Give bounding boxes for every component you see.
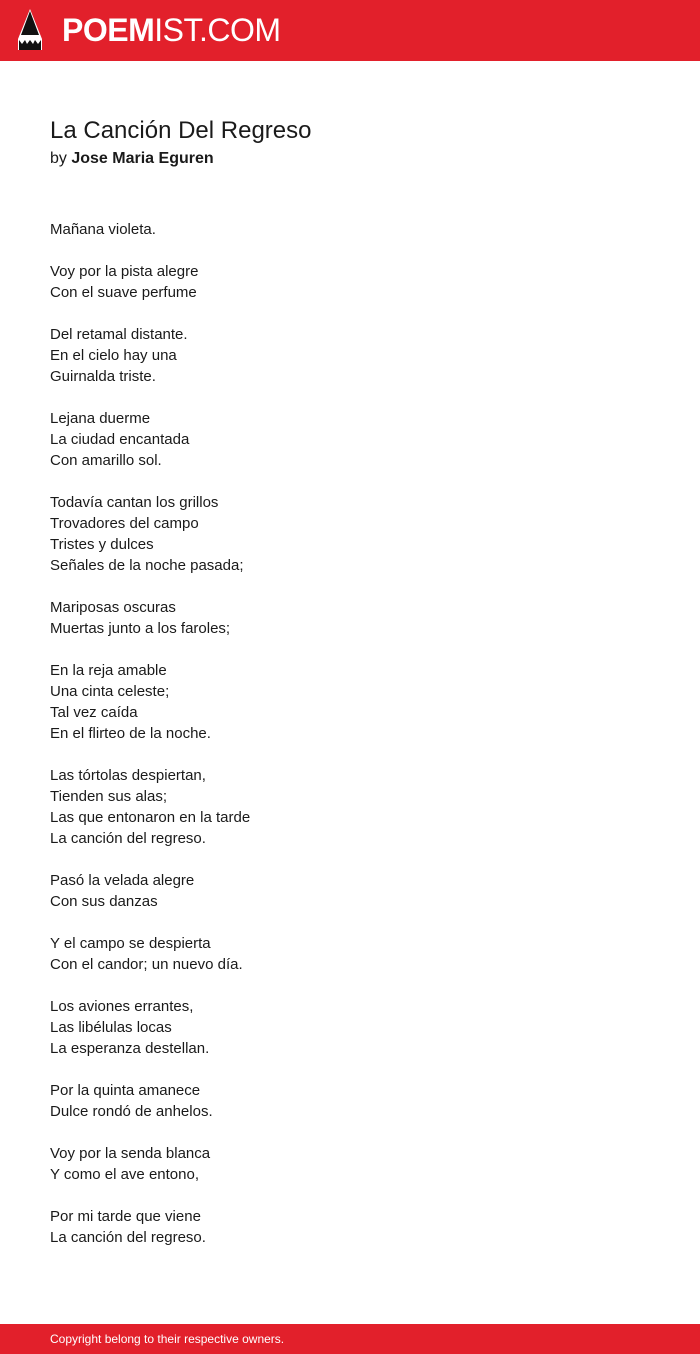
- stanza: [50, 261, 650, 303]
- poem-line: Mariposas oscuras: [50, 599, 176, 616]
- poem-line: Por la quinta amanece: [50, 1082, 201, 1099]
- poem-byline: [50, 148, 650, 170]
- poem-line: Tal vez caída: [50, 704, 138, 721]
- stanza: [50, 1206, 650, 1248]
- poem-line: Con el candor; un nuevo día.: [50, 956, 243, 973]
- poem-line: Los aviones errantes,: [50, 998, 194, 1015]
- pencil-tip-logo-icon[interactable]: [17, 9, 43, 51]
- poem-line: Las tórtolas despiertan,: [50, 767, 206, 784]
- poem-content: [50, 114, 650, 1269]
- poem-line: En el cielo hay una: [50, 347, 177, 364]
- poem-line: La esperanza destellan.: [50, 1040, 210, 1057]
- logo-text-light: IST.COM: [154, 12, 281, 48]
- poem-line: Voy por la pista alegre: [50, 263, 199, 280]
- poem-line: Guirnalda triste.: [50, 368, 156, 385]
- by-label: by: [50, 150, 67, 167]
- poem-line: Dulce rondó de anhelos.: [50, 1103, 213, 1120]
- poem-line: Y el campo se despierta: [50, 935, 211, 952]
- poem-body: [50, 219, 650, 1248]
- poem-line: En el flirteo de la noche.: [50, 725, 211, 742]
- poem-line: En la reja amable: [50, 662, 167, 679]
- poem-line: La canción del regreso.: [50, 830, 206, 847]
- poem-line: Y como el ave entono,: [50, 1166, 199, 1183]
- copyright-text: Copyright belong to their respective owners.: [50, 1332, 285, 1346]
- poem-line: Pasó la velada alegre: [50, 872, 195, 889]
- poem-line: Señales de la noche pasada;: [50, 557, 244, 574]
- stanza: [50, 1143, 650, 1185]
- stanza: [50, 870, 650, 912]
- poem-line: Muertas junto a los faroles;: [50, 620, 231, 637]
- poem-author: Jose Maria Eguren: [71, 150, 214, 167]
- poem-line: Todavía cantan los grillos: [50, 494, 219, 511]
- stanza: [50, 408, 650, 471]
- poem-title: La Canción Del Regreso: [50, 117, 312, 144]
- poem-line: Por mi tarde que viene: [50, 1208, 201, 1225]
- poem-line: Voy por la senda blanca: [50, 1145, 211, 1162]
- poem-line: Tristes y dulces: [50, 536, 154, 553]
- poem-line: Del retamal distante.: [50, 326, 188, 343]
- poem-line: Tienden sus alas;: [50, 788, 168, 805]
- poem-line: Las que entonaron en la tarde: [50, 809, 251, 826]
- stanza: [50, 660, 650, 744]
- stanza: [50, 324, 650, 387]
- poem-line: Las libélulas locas: [50, 1019, 172, 1036]
- poem-line: Una cinta celeste;: [50, 683, 170, 700]
- stanza: [50, 996, 650, 1059]
- site-logo[interactable]: [62, 10, 281, 50]
- stanza: [50, 1080, 650, 1122]
- stanza: [50, 597, 650, 639]
- poem-line: Con sus danzas: [50, 893, 158, 910]
- stanza: [50, 492, 650, 576]
- site-footer: [0, 1324, 700, 1354]
- poem-line: Mañana violeta.: [50, 221, 156, 238]
- poem-line: Trovadores del campo: [50, 515, 199, 532]
- poem-line: La ciudad encantada: [50, 431, 190, 448]
- poem-line: Lejana duerme: [50, 410, 151, 427]
- stanza: [50, 219, 650, 240]
- logo-text-bold: POEM: [62, 12, 155, 48]
- poem-line: Con el suave perfume: [50, 284, 197, 301]
- poem-line: Con amarillo sol.: [50, 452, 162, 469]
- stanza: [50, 765, 650, 849]
- site-header: [0, 0, 700, 61]
- stanza: [50, 933, 650, 975]
- poem-line: La canción del regreso.: [50, 1229, 206, 1246]
